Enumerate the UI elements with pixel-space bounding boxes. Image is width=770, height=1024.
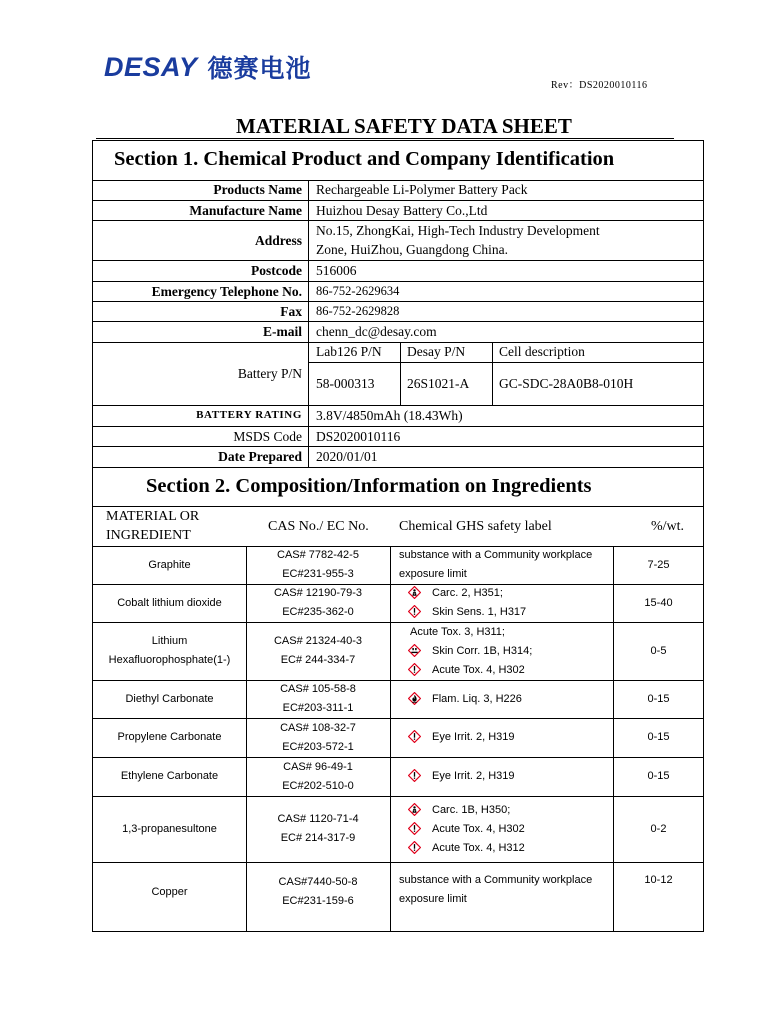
postcode-label: Postcode (251, 263, 302, 278)
ghs-label-text: Flam. Liq. 3, H226 (432, 692, 522, 705)
company-logo (104, 52, 312, 82)
divider (93, 796, 704, 797)
ingredient-name: Cobalt lithium dioxide (117, 596, 222, 609)
divider (93, 757, 704, 758)
battery-rating-label: BATTERY RATING (196, 409, 302, 421)
revision-code: Rev：DS2020010116 (551, 80, 648, 91)
divider (93, 301, 704, 302)
postcode-value: 516006 (316, 263, 357, 278)
pn-header-desay: Desay P/N (407, 344, 466, 359)
corrosion-icon (408, 644, 421, 657)
address-line1: No.15, ZhongKai, High-Tech Industry Development (316, 223, 600, 238)
ingredient-name: Graphite (148, 558, 191, 571)
msds-code-label: MSDS Code (233, 429, 302, 444)
ingredient-name: 1,3-propanesultone (122, 822, 217, 835)
msds-code-value: DS2020010116 (316, 429, 401, 444)
ghs-label-text: Eye Irrit. 2, H319 (432, 731, 515, 743)
divider (93, 342, 704, 343)
divider (93, 281, 704, 282)
exclamation-icon (408, 663, 421, 676)
weight-percent: 0-15 (647, 692, 670, 705)
ec-number: EC# 214-317-9 (280, 832, 356, 844)
ec-number: EC#202-510-0 (282, 779, 354, 792)
manufacturer-value: Huizhou Desay Battery Co.,Ltd (316, 203, 488, 218)
cas-number: CAS# 96-49-1 (283, 760, 353, 773)
health-hazard-icon (408, 803, 421, 816)
pn-header-lab126: Lab126 P/N (316, 344, 382, 359)
ec-number: EC#203-311-1 (282, 702, 354, 714)
ghs-label-text: substance with a Community workplace (399, 874, 593, 886)
ghs-label-text: Skin Sens. 1, H317 (432, 606, 527, 618)
ingredient-name: Ethylene Carbonate (120, 770, 219, 782)
pn-value-lab126: 58-000313 (316, 376, 375, 391)
divider (93, 680, 704, 681)
ec-number: EC#231-955-3 (282, 568, 354, 580)
column-divider (390, 546, 391, 932)
ghs-label-text: Carc. 1B, H350; (432, 803, 511, 816)
cas-number: CAS# 12190-79-3 (273, 587, 363, 599)
ec-number: EC#235-362-0 (282, 606, 354, 618)
products-name-value: Rechargeable Li-Polymer Battery Pack (316, 182, 528, 197)
ec-number: EC#231-159-6 (282, 895, 354, 907)
divider (93, 584, 704, 585)
ec-number: EC# 244-334-7 (280, 654, 356, 666)
ingredient-name: Propylene Carbonate (117, 731, 222, 743)
ingredient-name: Hexafluorophosphate(1-) (108, 654, 231, 666)
divider (93, 260, 704, 261)
exclamation-icon (408, 605, 421, 618)
cas-number: CAS# 1120-71-4 (277, 813, 359, 825)
email-label: E-mail (263, 324, 302, 339)
divider (308, 180, 309, 467)
ghs-label-text: Acute Tox. 4, H302 (432, 822, 525, 835)
weight-percent: 15-40 (644, 596, 673, 609)
divider (93, 426, 704, 427)
header-ghs: Chemical GHS safety label (399, 519, 552, 534)
weight-percent: 10-12 (644, 874, 673, 886)
ghs-label-text: Acute Tox. 4, H302 (432, 663, 525, 676)
exclamation-icon (408, 730, 421, 743)
weight-percent: 0-2 (650, 822, 667, 835)
section2-title: Section 2. Composition/Information on Ingredients (146, 475, 592, 497)
logo-wordmark: DESAY (104, 51, 198, 82)
header-wt: %/wt. (651, 519, 685, 534)
weight-percent: 7-25 (647, 558, 670, 571)
section1-title: Section 1. Chemical Product and Company Identification (114, 148, 615, 170)
address-label: Address (254, 233, 302, 248)
products-name-label: Products Name (213, 182, 302, 197)
cas-number: CAS# 108-32-7 (280, 721, 356, 734)
exclamation-icon (408, 841, 421, 854)
divider (93, 467, 704, 468)
divider (93, 180, 704, 181)
header-cas: CAS No./ EC No. (268, 519, 369, 534)
ingredient-name: Copper (151, 885, 188, 898)
ghs-label-text: Eye Irrit. 2, H319 (432, 770, 515, 782)
ingredient-name: Lithium (151, 635, 188, 647)
logo-chinese-name: 德赛电池 (207, 54, 312, 83)
weight-percent: 0-5 (650, 644, 667, 657)
exclamation-icon (408, 769, 421, 782)
divider (93, 718, 704, 719)
title-rule (96, 138, 674, 139)
header-material-line1: MATERIAL OR (106, 509, 200, 524)
weight-percent: 0-15 (647, 731, 670, 743)
cas-number: CAS#7440-50-8 (278, 876, 358, 888)
divider (93, 506, 704, 507)
weight-percent: 0-15 (647, 770, 670, 782)
email-value: chenn_dc@desay.com (316, 324, 437, 339)
ghs-label-text: Carc. 2, H351; (432, 587, 503, 599)
manufacturer-label: Manufacture Name (189, 203, 302, 218)
column-divider (246, 546, 247, 932)
ghs-label-text: exposure limit (399, 568, 467, 580)
ghs-label-text: substance with a Community workplace (399, 549, 593, 561)
fax-value: 86-752-2629828 (316, 304, 400, 318)
divider (492, 342, 493, 405)
divider (93, 405, 704, 406)
ghs-label-text: exposure limit (399, 893, 467, 905)
divider (93, 321, 704, 322)
cas-number: CAS# 7782-42-5 (277, 549, 359, 561)
date-prepared-label: Date Prepared (218, 449, 302, 464)
ingredient-name: Diethyl Carbonate (125, 692, 214, 705)
divider (93, 446, 704, 447)
exclamation-icon (408, 822, 421, 835)
document-title: MATERIAL SAFETY DATA SHEET (236, 114, 572, 138)
divider (400, 342, 401, 405)
divider (93, 862, 704, 863)
pn-value-cell-description: GC-SDC-28A0B8-010H (499, 376, 634, 391)
battery-rating-value: 3.8V/4850mAh (18.43Wh) (316, 408, 463, 423)
battery-pn-label: Battery P/N (237, 366, 302, 381)
divider (308, 362, 704, 363)
divider (93, 622, 704, 623)
address-line2: Zone, HuiZhou, Guangdong China. (316, 242, 508, 257)
ghs-label-text: Acute Tox. 3, H311; (410, 625, 505, 638)
emergency-phone-label: Emergency Telephone No. (151, 284, 302, 299)
cas-number: CAS# 21324-40-3 (273, 635, 363, 647)
date-prepared-value: 2020/01/01 (316, 449, 378, 464)
ghs-label-text: Skin Corr. 1B, H314; (432, 644, 533, 657)
health-hazard-icon (408, 586, 421, 599)
flame-icon (408, 692, 421, 705)
header-material-line2: INGREDIENT (106, 528, 191, 543)
ghs-label-text: Acute Tox. 4, H312 (432, 841, 525, 854)
pn-header-cell-description: Cell description (499, 344, 585, 359)
cas-number: CAS# 105-58-8 (280, 683, 356, 695)
pn-value-desay: 26S1021-A (407, 376, 470, 391)
divider (93, 200, 704, 201)
fax-label: Fax (280, 304, 302, 319)
emergency-phone-value: 86-752-2629634 (316, 284, 400, 298)
ec-number: EC#203-572-1 (282, 740, 354, 753)
divider (93, 220, 704, 221)
